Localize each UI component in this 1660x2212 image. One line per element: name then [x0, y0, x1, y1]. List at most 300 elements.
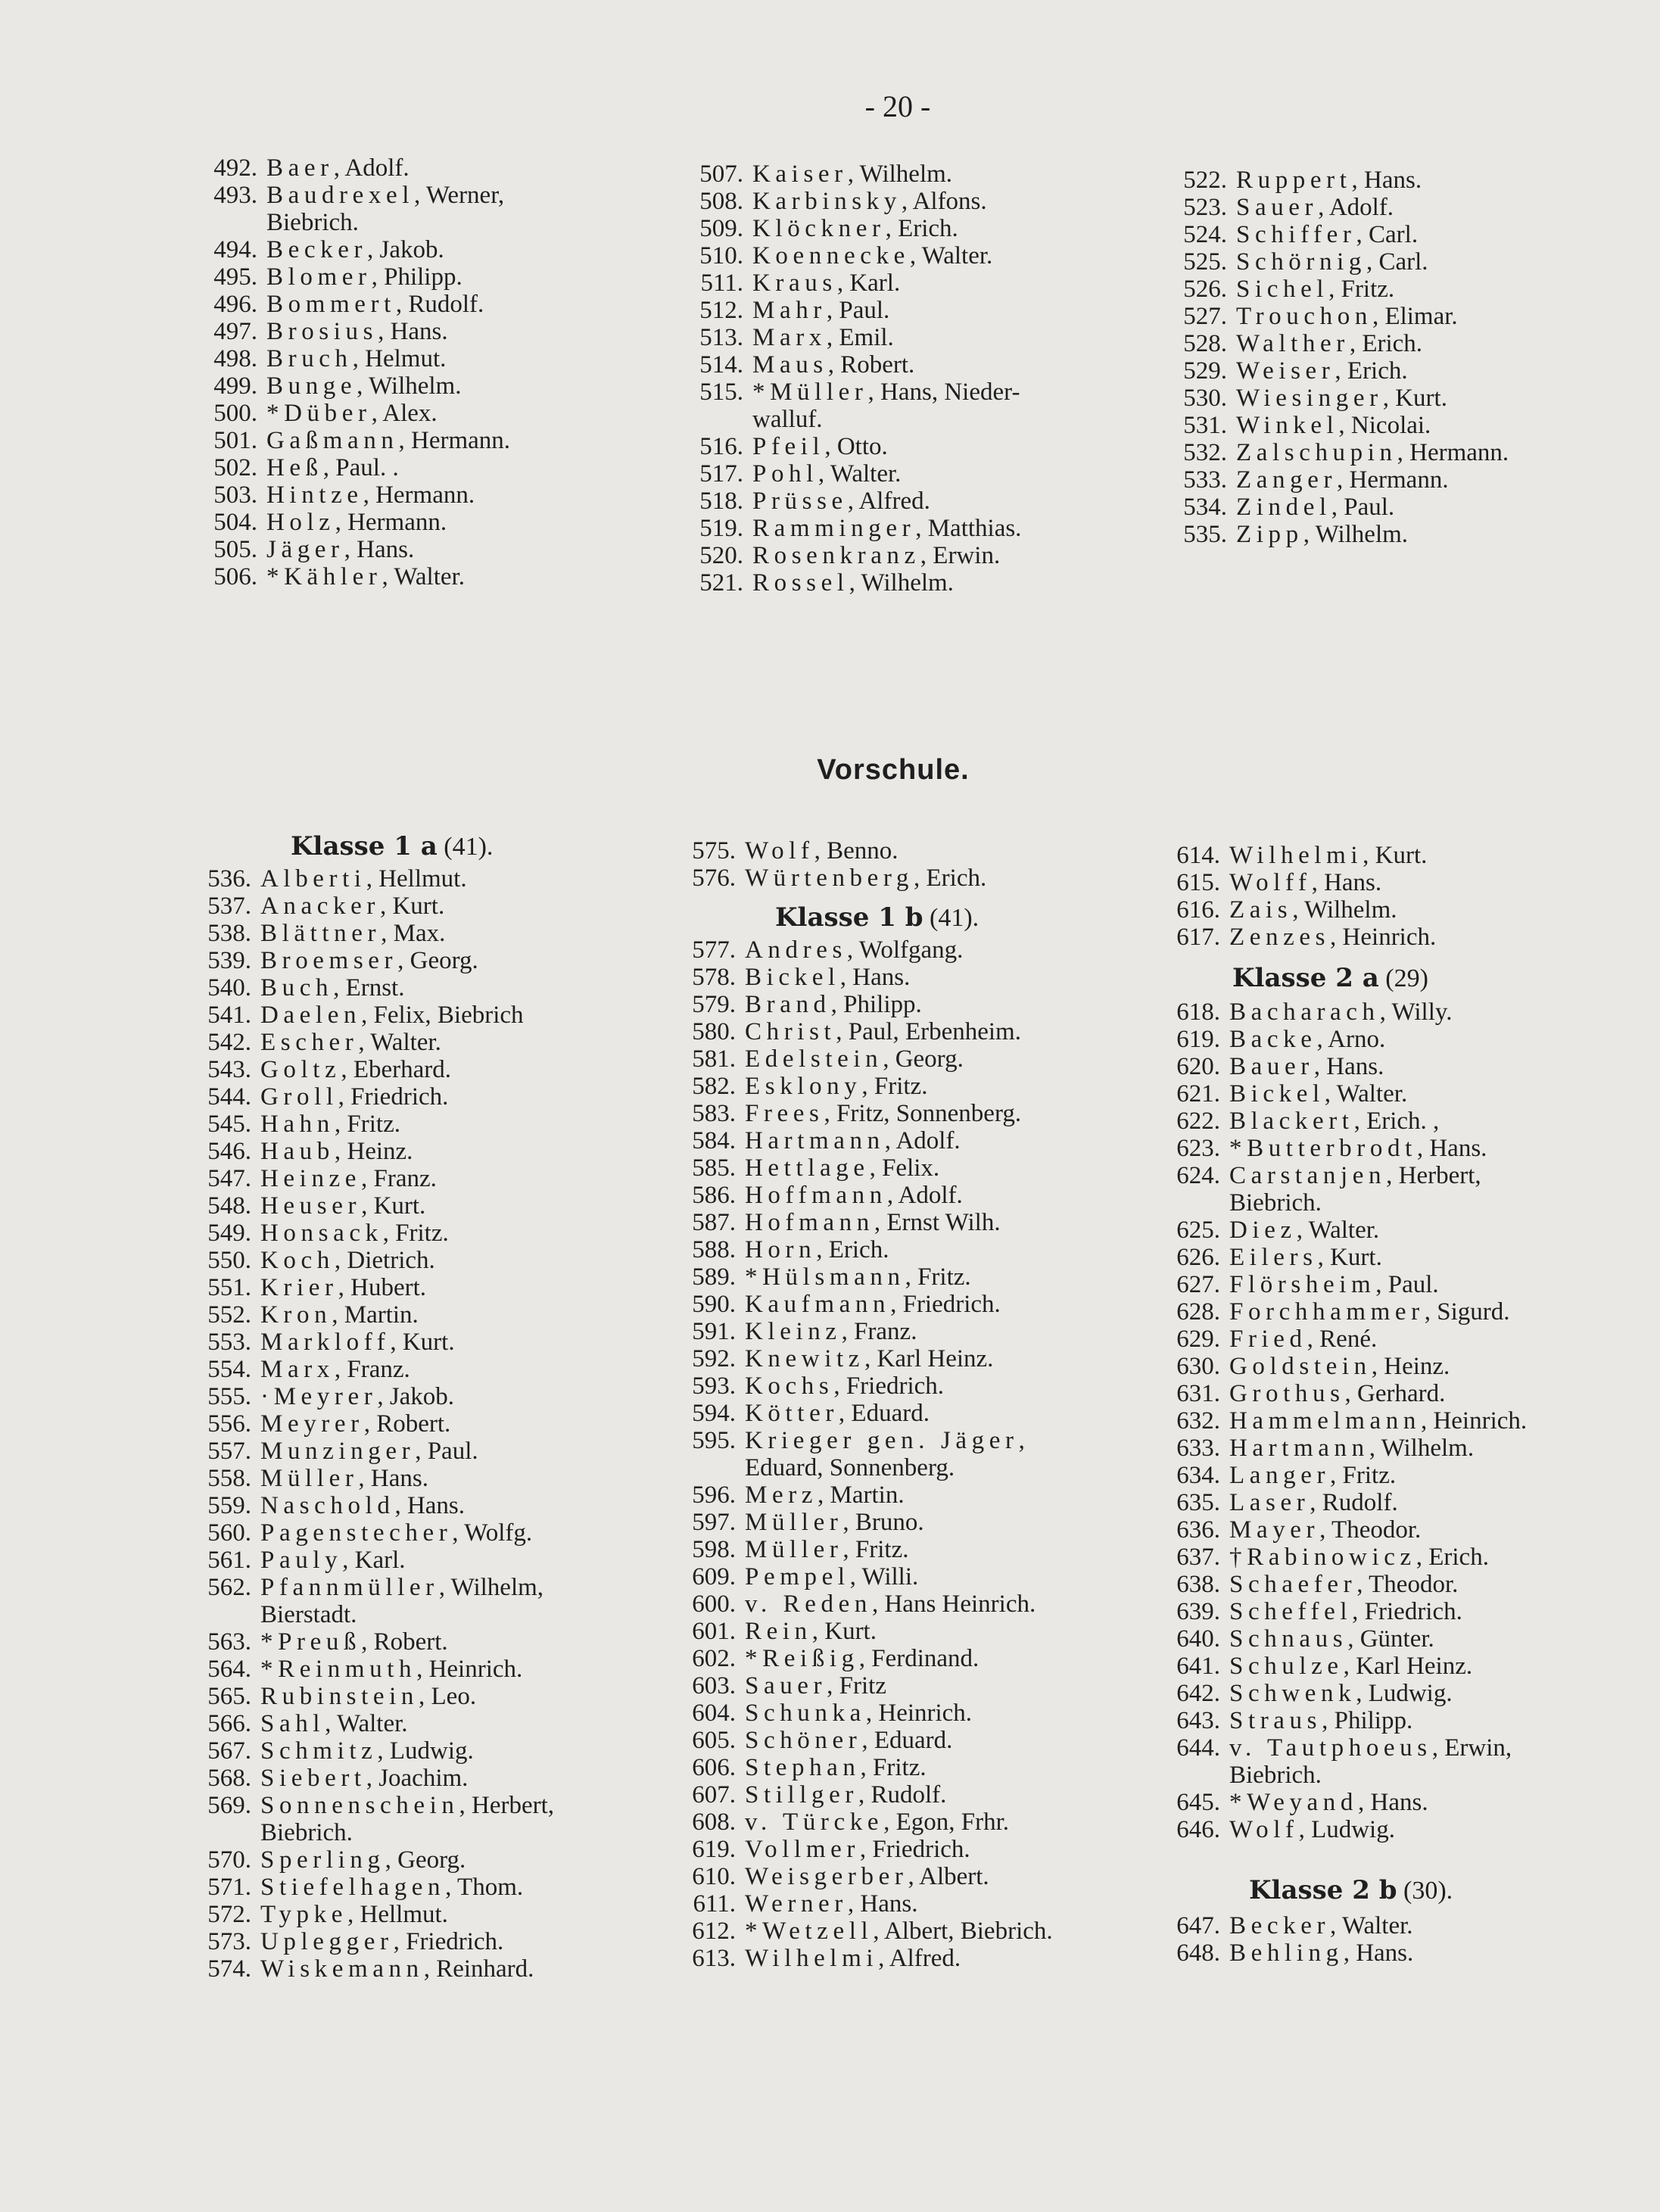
roster-entry: [686, 1291, 1053, 1318]
entry-surname: Baer: [266, 154, 334, 182]
entry-number: 548.: [207, 1192, 251, 1220]
entry-surname: Wolf: [745, 837, 814, 865]
entry-number: 550.: [207, 1247, 251, 1274]
entry-given-name: , Dietrich.: [334, 1247, 435, 1274]
entry-number: 619.: [692, 1836, 736, 1863]
entry-number: 589.: [692, 1263, 736, 1291]
entry-text: [745, 1481, 905, 1509]
entry-text: [745, 1672, 886, 1700]
roster-entry: [201, 1329, 554, 1356]
entry-given-name: , René.: [1307, 1326, 1378, 1353]
roster-entry: [1170, 999, 1527, 1026]
entry-number: 647.: [1176, 1912, 1220, 1939]
entry-number: 521.: [699, 569, 743, 597]
roster-entry: [207, 563, 510, 590]
entry-surname: Schunka: [745, 1700, 866, 1727]
entry-number: 553.: [207, 1329, 251, 1356]
entry-surname: Jäger: [266, 536, 344, 563]
entry-number: 552.: [207, 1301, 251, 1329]
entry-text: [1229, 1135, 1487, 1162]
entry-surname: Hammelmann: [1229, 1407, 1421, 1435]
entry-surname: Escher: [260, 1029, 359, 1056]
class-count: (41).: [930, 904, 979, 932]
roster-entry: [1177, 521, 1509, 548]
roster-entry: [1177, 494, 1509, 521]
entry-text: [1229, 1789, 1428, 1816]
entry-surname: Marx: [260, 1356, 335, 1383]
entry-surname: Müller: [745, 1536, 843, 1563]
class-heading: [201, 833, 554, 861]
roster-entry: [693, 488, 1021, 515]
entry-surname: Esklony: [745, 1073, 862, 1100]
entry-given-name: , Fritz.: [861, 1073, 928, 1100]
entry-given-name: , Ernst.: [333, 974, 405, 1002]
entry-text: [260, 1846, 466, 1874]
entry-number: 523.: [1183, 194, 1227, 221]
entry-number: 620.: [1176, 1053, 1220, 1080]
entry-given-name: , Karl Heinz.: [864, 1345, 994, 1372]
roster-entry: [693, 460, 1021, 488]
entry-given-name: , Hans.: [358, 1465, 428, 1492]
roster-entry: [686, 1073, 1053, 1100]
entry-surname: v. Reden: [745, 1590, 872, 1618]
class-heading: [686, 904, 1053, 932]
entry-number: 632.: [1176, 1407, 1220, 1435]
entry-surname: *Reißig: [745, 1645, 859, 1672]
entry-text: [1229, 1080, 1407, 1108]
roster-entry: [201, 1192, 554, 1220]
entry-surname: Bauer: [1229, 1053, 1314, 1080]
entry-text: [1236, 385, 1447, 412]
entry-surname: Broemser: [260, 947, 398, 974]
entry-given-name: , Fritz.: [1330, 1462, 1397, 1489]
entry-surname: Horn: [745, 1236, 817, 1263]
entry-given-name: , Friedrich.: [833, 1372, 945, 1400]
entry-surname: Weiser: [1236, 357, 1335, 385]
entry-surname: Pempel: [745, 1563, 850, 1590]
entry-given-name: , Adolf.: [884, 1127, 961, 1154]
entry-text: [745, 1236, 889, 1263]
entry-number: 529.: [1183, 357, 1227, 385]
roster-entry: [201, 1383, 554, 1410]
entry-text: [745, 936, 963, 964]
entry-surname: Kaiser: [752, 160, 848, 188]
entry-surname: Sahl: [260, 1710, 325, 1737]
entry-number: 557.: [207, 1438, 251, 1465]
entry-given-name: , Erich.: [885, 215, 958, 242]
roster-column: [693, 160, 1021, 597]
entry-text: [1229, 1939, 1413, 1967]
entry-text: [745, 1618, 877, 1645]
entry-number: 626.: [1176, 1244, 1220, 1271]
entry-number: 534.: [1183, 494, 1227, 521]
entry-surname: Würtenberg: [745, 865, 914, 892]
entry-text: [745, 1781, 946, 1809]
entry-given-name: , Paul.: [1331, 494, 1395, 521]
entry-text: [1236, 466, 1449, 494]
entry-text: [1229, 999, 1452, 1026]
entry-text: [260, 1002, 524, 1029]
entry-number: 526.: [1183, 276, 1227, 303]
entry-text: [260, 1737, 474, 1765]
entry-text: [260, 1410, 450, 1438]
entry-given-name: , Wilhelm.: [1303, 521, 1409, 548]
entry-text: [260, 893, 444, 920]
entry-given-name: , Hans.: [378, 318, 448, 345]
roster-entry: [201, 1138, 554, 1165]
roster-entry: [1177, 194, 1509, 221]
entry-number: 572.: [207, 1901, 251, 1928]
entry-given-name: , Matthias.: [915, 515, 1022, 542]
entry-number: 519.: [699, 515, 743, 542]
entry-text: [1229, 1380, 1445, 1407]
entry-text: [1229, 1625, 1434, 1653]
entry-given-name: , Fritz.: [382, 1220, 449, 1247]
entry-text: [260, 1029, 441, 1056]
entry-text: [1229, 1435, 1474, 1462]
entry-number: 497.: [213, 318, 257, 345]
entry-number: 517.: [699, 460, 743, 488]
entry-number: 540.: [207, 974, 251, 1002]
roster-entry: [693, 379, 1021, 433]
entry-number: 642.: [1176, 1680, 1220, 1707]
entry-surname: Hettlage: [745, 1154, 870, 1182]
entry-surname: Hahn: [260, 1111, 335, 1138]
roster-entry: [693, 569, 1021, 597]
roster-entry: [686, 1918, 1053, 1945]
entry-number: 543.: [207, 1056, 251, 1083]
entry-surname: Naschold: [260, 1492, 395, 1519]
entry-number: 512.: [699, 297, 743, 324]
roster-entry: [1170, 1244, 1527, 1271]
entry-given-name: , Alfons.: [901, 188, 987, 215]
roster-entry: [686, 1209, 1053, 1236]
entry-surname: Sperling: [260, 1846, 385, 1874]
entry-surname: Koennecke: [752, 242, 910, 269]
roster-entry: [201, 1465, 554, 1492]
entry-given-name: , Hans.: [839, 964, 911, 991]
entry-surname: Bunge: [266, 372, 357, 400]
roster-entry: [207, 536, 510, 563]
roster-entry: [1170, 842, 1527, 869]
entry-text: [260, 1220, 449, 1247]
entry-surname: Laser: [1229, 1489, 1310, 1516]
entry-surname: Haub: [260, 1138, 335, 1165]
entry-number: 524.: [1183, 221, 1227, 248]
entry-given-name: , Friedrich.: [338, 1083, 449, 1111]
entry-text: [745, 837, 898, 865]
entry-text: [260, 1056, 451, 1083]
entry-text: [266, 182, 504, 236]
roster-entry: [686, 1700, 1053, 1727]
entry-given-name: , Hermann.: [335, 509, 447, 536]
entry-text: [260, 1383, 454, 1410]
entry-text: [745, 1372, 944, 1400]
entry-surname: *Düber: [266, 400, 372, 427]
entry-surname: Walther: [1236, 330, 1350, 357]
entry-surname: Weisgerber: [745, 1863, 908, 1890]
roster-entry: [1170, 1162, 1527, 1217]
entry-number: 594.: [692, 1400, 736, 1427]
entry-number: 614.: [1176, 842, 1220, 869]
roster-entry: [1170, 1298, 1527, 1326]
entry-text: [266, 345, 446, 372]
roster-entry: [1170, 869, 1527, 896]
entry-given-name: , Walter.: [1296, 1217, 1380, 1244]
entry-number: 609.: [692, 1563, 736, 1590]
entry-given-name: , Paul.: [1375, 1271, 1439, 1298]
roster-entry: [686, 964, 1053, 991]
entry-text: [260, 1438, 478, 1465]
roster-entry: [201, 1846, 554, 1874]
entry-given-name: , Walter.: [325, 1710, 408, 1737]
roster-entry: [686, 1672, 1053, 1700]
entry-number: 518.: [699, 488, 743, 515]
entry-text: [745, 1209, 1001, 1236]
entry-given-name: , Alfred.: [878, 1945, 961, 1972]
entry-surname: Goltz: [260, 1056, 341, 1083]
entry-surname: Ramminger: [752, 515, 916, 542]
entry-surname: Zenzes: [1229, 924, 1331, 951]
entry-given-name: , Franz.: [361, 1165, 437, 1192]
entry-number: 629.: [1176, 1326, 1220, 1353]
entry-given-name: , Adolf.: [886, 1182, 963, 1209]
roster-entry: [201, 1002, 554, 1029]
entry-text: [260, 1574, 543, 1628]
entry-given-name: , Max.: [381, 920, 446, 947]
entry-text: [1229, 1680, 1453, 1707]
entry-given-name: , Georg.: [397, 947, 478, 974]
entry-surname: ·Meyrer: [260, 1383, 378, 1410]
entry-text: [260, 1955, 534, 1983]
entry-given-name: , Philipp.: [1322, 1707, 1413, 1734]
entry-number: 545.: [207, 1111, 251, 1138]
entry-number: 628.: [1176, 1298, 1220, 1326]
roster-entry: [1170, 1598, 1527, 1625]
entry-number: 640.: [1176, 1625, 1220, 1653]
entry-surname: Marx: [752, 324, 827, 351]
entry-surname: Kaufmann: [745, 1291, 891, 1318]
entry-number: 555.: [207, 1383, 251, 1410]
entry-given-name: , Karl.: [836, 269, 901, 297]
entry-number: 627.: [1176, 1271, 1220, 1298]
entry-surname: Scheffel: [1229, 1598, 1353, 1625]
entry-text: [260, 1710, 408, 1737]
roster-entry: [686, 1318, 1053, 1345]
entry-number: 531.: [1183, 412, 1227, 439]
roster-entry: [693, 215, 1021, 242]
roster-entry: [1170, 1435, 1527, 1462]
entry-text: [1229, 1544, 1489, 1571]
entry-surname: Goldstein: [1229, 1353, 1372, 1380]
entry-number: 559.: [207, 1492, 251, 1519]
entry-given-name: , Hans.: [344, 536, 415, 563]
entry-surname: Hartmann: [745, 1127, 885, 1154]
entry-surname: Backe: [1229, 1026, 1317, 1053]
roster-entry: [693, 542, 1021, 569]
entry-text: [1236, 276, 1394, 303]
entry-given-name: , Kurt.: [379, 893, 445, 920]
entry-text: [260, 1274, 426, 1301]
entry-number: 569.: [207, 1792, 251, 1819]
entry-surname: Diez: [1229, 1217, 1297, 1244]
roster-entry: [201, 1410, 554, 1438]
entry-number: 597.: [692, 1509, 736, 1536]
entry-text: [752, 379, 1020, 433]
roster-list: [1170, 1912, 1527, 1967]
entry-text: [1236, 357, 1408, 385]
roster-entry: [201, 1710, 554, 1737]
roster-entry: [201, 1547, 554, 1574]
roster-entry: [201, 1438, 554, 1465]
entry-surname: Zindel: [1236, 494, 1331, 521]
entry-surname: Bommert: [266, 291, 396, 318]
entry-given-name: , Hermann.: [363, 481, 475, 509]
entry-given-name: , Rudolf.: [395, 291, 484, 318]
roster-entry: [207, 182, 510, 236]
entry-text: [1229, 1707, 1412, 1734]
entry-number: 573.: [207, 1928, 251, 1955]
roster-entry: [693, 351, 1021, 379]
entry-given-name: , Hans.: [1343, 1939, 1414, 1967]
roster-entry: [201, 1792, 554, 1846]
roster-entry: [686, 1400, 1053, 1427]
entry-number: 564.: [207, 1656, 251, 1683]
roster-entry: [1170, 1080, 1527, 1108]
roster-entry: [693, 242, 1021, 269]
entry-surname: Krier: [260, 1274, 338, 1301]
roster-entry: [686, 1863, 1053, 1890]
entry-given-name: , Hans Heinrich.: [871, 1590, 1036, 1618]
roster-entry: [693, 433, 1021, 460]
entry-surname: v. Türcke: [745, 1809, 884, 1836]
entry-surname: Rossel: [752, 569, 849, 597]
entry-surname: Uplegger: [260, 1928, 394, 1955]
roster-block-1: [201, 833, 554, 1983]
entry-text: [745, 1127, 961, 1154]
entry-text: [745, 1836, 970, 1863]
entry-surname: Bickel: [745, 964, 840, 991]
entry-surname: Heinze: [260, 1165, 362, 1192]
entry-given-name: , Arno.: [1316, 1026, 1386, 1053]
entry-surname: Zipp: [1236, 521, 1303, 548]
entry-surname: Markloff: [260, 1329, 391, 1356]
class-label: Klasse 1 a: [291, 831, 438, 861]
entry-number: 621.: [1176, 1080, 1220, 1108]
entry-text: [1229, 1734, 1512, 1789]
entry-given-name: , Hans.: [847, 1890, 918, 1918]
entry-given-name: , Thom.: [445, 1874, 524, 1901]
entry-number: 595.: [692, 1427, 736, 1454]
entry-text: [1229, 1571, 1458, 1598]
entry-text: [745, 1400, 930, 1427]
entry-given-name: , Carl.: [1366, 248, 1428, 276]
entry-text: [1229, 1407, 1527, 1435]
entry-given-name: , Franz.: [334, 1356, 410, 1383]
entry-given-name: , Erich.: [1416, 1544, 1489, 1571]
roster-entry: [1177, 303, 1509, 330]
roster-entry: [201, 1519, 554, 1547]
roster-entry: [201, 893, 554, 920]
entry-text: [1236, 412, 1431, 439]
entry-text: [1229, 1026, 1385, 1053]
entry-given-name: , Walter.: [1324, 1080, 1408, 1108]
entry-number: 582.: [692, 1073, 736, 1100]
entry-surname: *Kähler: [266, 563, 382, 590]
entry-number: 635.: [1176, 1489, 1220, 1516]
entry-number: 586.: [692, 1182, 736, 1209]
entry-given-name: , Kurt.: [1317, 1244, 1382, 1271]
entry-surname: *Hülsmann: [745, 1263, 905, 1291]
roster-column: [207, 154, 510, 590]
entry-number: 504.: [213, 509, 257, 536]
entry-given-name: , Hans.: [1313, 1053, 1384, 1080]
entry-number: 648.: [1176, 1939, 1220, 1967]
entry-text: [260, 1683, 476, 1710]
roster-entry: [201, 1928, 554, 1955]
entry-text: [1229, 1912, 1413, 1939]
entry-text: [745, 964, 910, 991]
entry-text: [1236, 221, 1418, 248]
entry-text: [260, 1083, 448, 1111]
entry-text: [752, 569, 954, 597]
entry-number: 575.: [692, 837, 736, 865]
roster-entry: [686, 1372, 1053, 1400]
entry-surname: Holz: [266, 509, 335, 536]
roster-entry: [1170, 1135, 1527, 1162]
roster-entry: [686, 1018, 1053, 1045]
entry-surname: Schulze: [1229, 1653, 1344, 1680]
entry-text: [745, 1754, 927, 1781]
entry-text: [745, 1700, 972, 1727]
section-title: Vorschule.: [817, 754, 970, 786]
entry-given-name: , Walter.: [1330, 1912, 1413, 1939]
entry-surname: Ruppert: [1236, 167, 1352, 194]
roster-entry: [686, 1754, 1053, 1781]
roster-entry: [1170, 1653, 1527, 1680]
entry-given-name: , Wolfg.: [452, 1519, 533, 1547]
entry-text: [745, 1154, 939, 1182]
entry-surname: Mayer: [1229, 1516, 1320, 1544]
entry-number: 604.: [692, 1700, 736, 1727]
entry-text: [260, 1874, 523, 1901]
page-number: - 20 -: [864, 89, 931, 123]
entry-given-name: , Kurt.: [361, 1192, 426, 1220]
entry-surname: Kötter: [745, 1400, 839, 1427]
entry-number: 606.: [692, 1754, 736, 1781]
entry-surname: *Müller: [752, 379, 868, 406]
entry-given-name: , Heinz.: [334, 1138, 413, 1165]
entry-text: [752, 542, 1000, 569]
roster-entry: [686, 1481, 1053, 1509]
roster-entry: [1170, 896, 1527, 924]
entry-surname: Bacharach: [1229, 999, 1380, 1026]
entry-continuation: Eduard, Sonnenberg.: [745, 1454, 955, 1481]
entry-given-name: , Robert.: [363, 1410, 451, 1438]
entry-text: [752, 242, 992, 269]
roster-entry: [201, 1029, 554, 1056]
entry-surname: Stephan: [745, 1754, 861, 1781]
entry-number: 587.: [692, 1209, 736, 1236]
roster-entry: [1170, 1680, 1527, 1707]
entry-number: 616.: [1176, 896, 1220, 924]
roster-entry: [201, 1111, 554, 1138]
entry-surname: Meyrer: [260, 1410, 364, 1438]
roster-entry: [686, 1890, 1053, 1918]
entry-text: [266, 291, 484, 318]
entry-number: 508.: [699, 188, 743, 215]
roster-entry: [207, 236, 510, 263]
